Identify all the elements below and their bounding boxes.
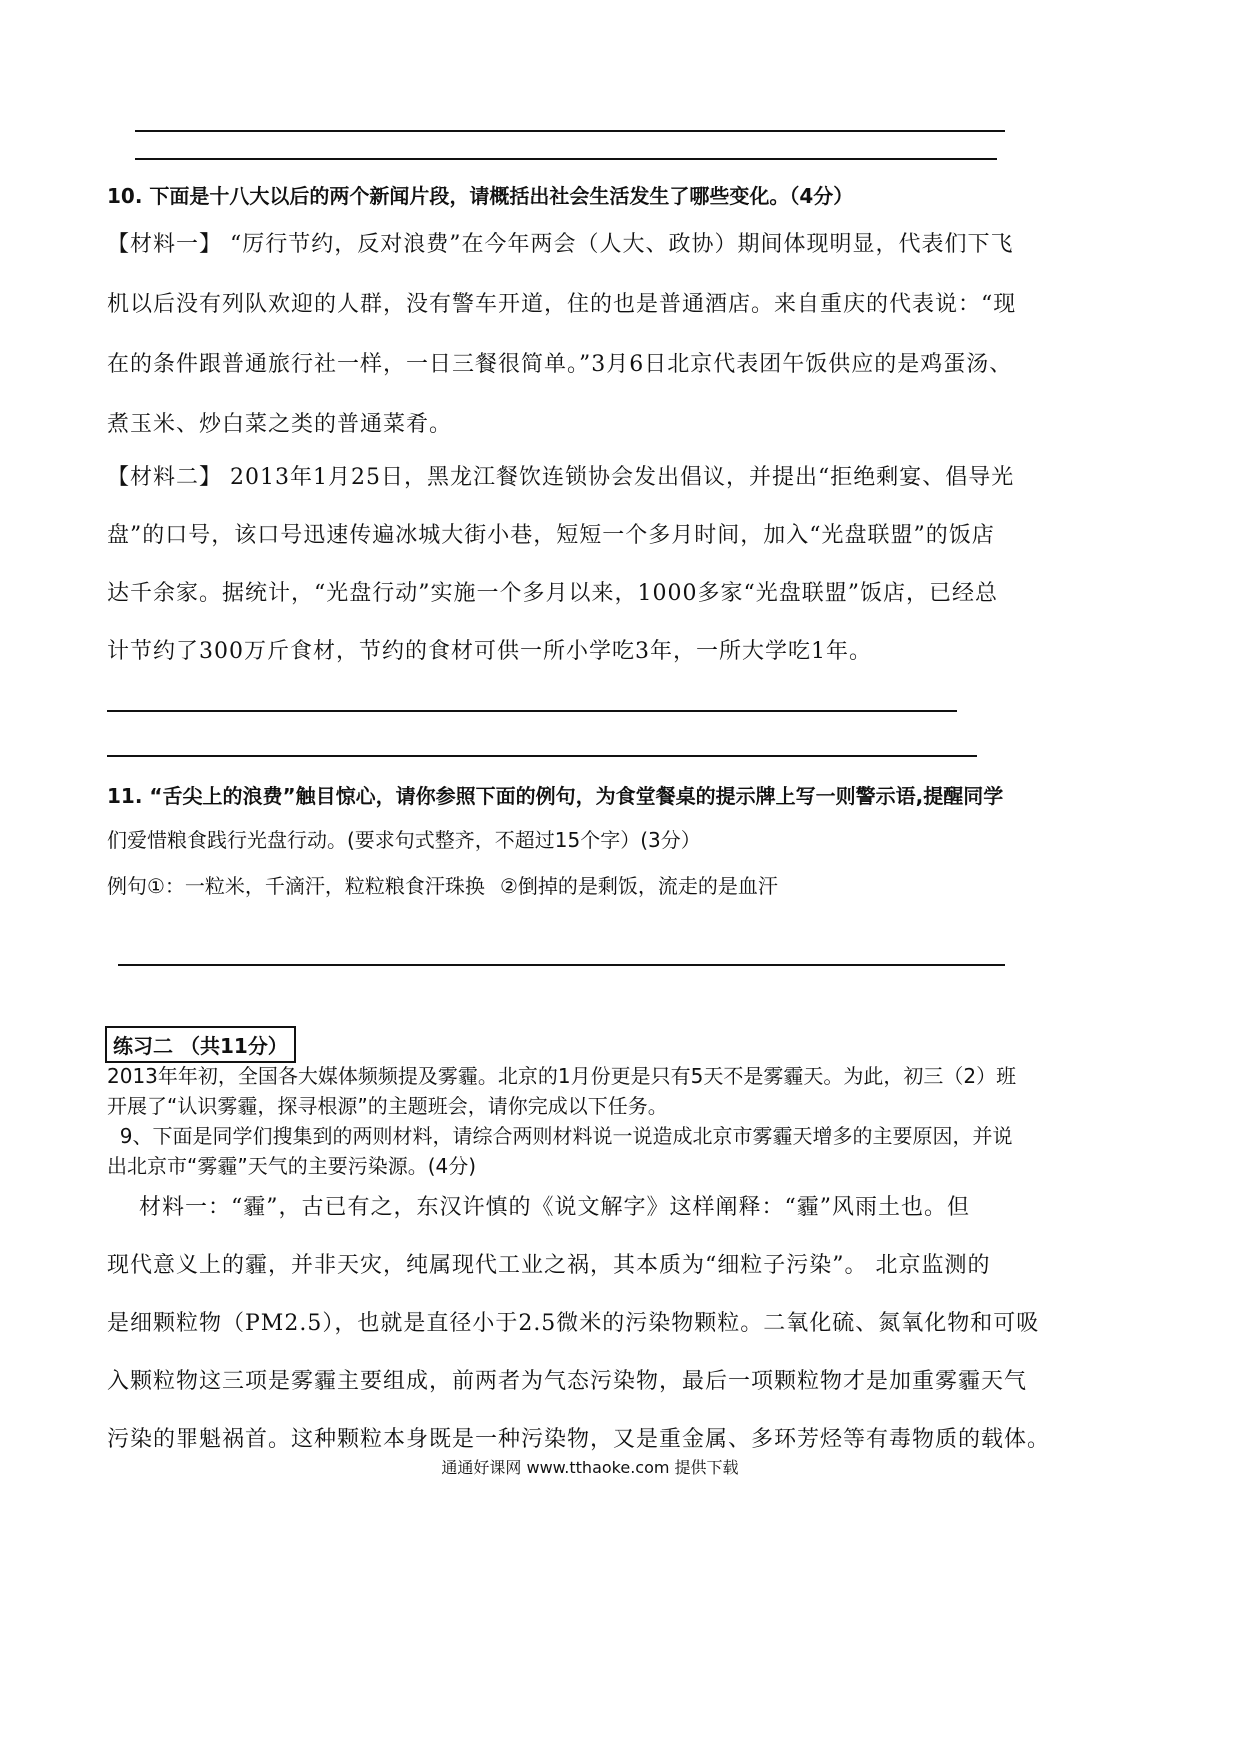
question-10-title: 10. 下面是十八大以后的两个新闻片段，请概括出社会生活发生了哪些变化。（4分） (107, 184, 854, 208)
material-2-line: 达千余家。据统计，“光盘行动”实施一个多月以来，1000多家“光盘联盟”饭店，已经总 (107, 581, 998, 606)
material-2-line: 【材料二】 2013年1月25日，黑龙江餐饮连锁协会发出倡议，并提出“拒绝剩宴、倡导光 (107, 465, 1015, 490)
practice-2-intro: 开展了“认识雾霾，探寻根源”的主题班会，请你完成以下任务。 (107, 1094, 668, 1118)
haze-material-line: 是细颗粒物（PM2.5），也就是直径小于2.5微米的污染物颗粒。二氧化硫、氮氧化物和可吸 (107, 1311, 1040, 1336)
material-1-line: 【材料一】 “厉行节约，反对浪费”在今年两会（人大、政协）期间体现明显，代表们下飞 (107, 232, 1014, 257)
page-footer: 通通好课网 www.tthaoke.com 提供下载 (441, 1458, 739, 1477)
practice-2-intro: 2013年年初，全国各大媒体频频提及雾霾。北京的1月份更是只有5天不是雾霾天。为此，初三（2）班 (107, 1064, 1017, 1088)
example-sentence-2: ②倒掉的是剩饭，流走的是血汗 (500, 874, 778, 898)
example-sentence-1: 例句①：一粒米，千滴汗，粒粒粮食汗珠换 (107, 874, 485, 898)
haze-material-line: 污染的罪魁祸首。这种颗粒本身既是一种污染物，又是重金属、多环芳烃等有毒物质的载体。 (107, 1427, 1051, 1452)
haze-material-line: 入颗粒物这三项是雾霾主要组成，前两者为气态污染物，最后一项颗粒物才是加重雾霾天气 (107, 1369, 1028, 1394)
haze-material-line: 现代意义上的霾，并非天灾，纯属现代工业之祸，其本质为“细粒子污染”。 北京监测的 (107, 1253, 991, 1278)
haze-material-line: 材料一：“霾”，古已有之，东汉许慎的《说文解字》这样阐释：“霾”风雨土也。但 (107, 1195, 970, 1220)
material-1-line: 在的条件跟普通旅行社一样，一日三餐很简单。”3月6日北京代表团午饭供应的是鸡蛋汤、 (107, 352, 1013, 377)
answer-line (118, 964, 1005, 966)
answer-line (107, 755, 977, 757)
answer-line (107, 710, 957, 712)
material-1-line: 机以后没有列队欢迎的人群，没有警车开道，住的也是普通酒店。来自重庆的代表说：“现 (107, 292, 1017, 317)
question-11-title: 11. “舌尖上的浪费”触目惊心，请你参照下面的例句，为食堂餐桌的提示牌上写一则警示语,提醒同学 (107, 784, 1004, 808)
answer-line (135, 130, 1005, 132)
material-1-line: 煮玉米、炒白菜之类的普通菜肴。 (107, 412, 453, 437)
practice-2-heading: 练习二 （共11分） (105, 1026, 296, 1063)
question-11-requirement: 们爱惜粮食践行光盘行动。(要求句式整齐，不超过15个字）(3分） (107, 828, 701, 852)
material-2-line: 计节约了300万斤食材，节约的食材可供一所小学吃3年，一所大学吃1年。 (107, 639, 872, 664)
answer-line (135, 158, 997, 160)
question-9-title: 9、下面是同学们搜集到的两则材料，请综合两则材料说一说造成北京市雾霾天增多的主要原因，并说 (107, 1124, 1013, 1148)
question-9-title: 出北京市“雾霾”天气的主要污染源。(4分) (107, 1154, 477, 1178)
material-2-line: 盘”的口号，该口号迅速传遍冰城大街小巷，短短一个多月时间，加入“光盘联盟”的饭店 (107, 523, 995, 548)
